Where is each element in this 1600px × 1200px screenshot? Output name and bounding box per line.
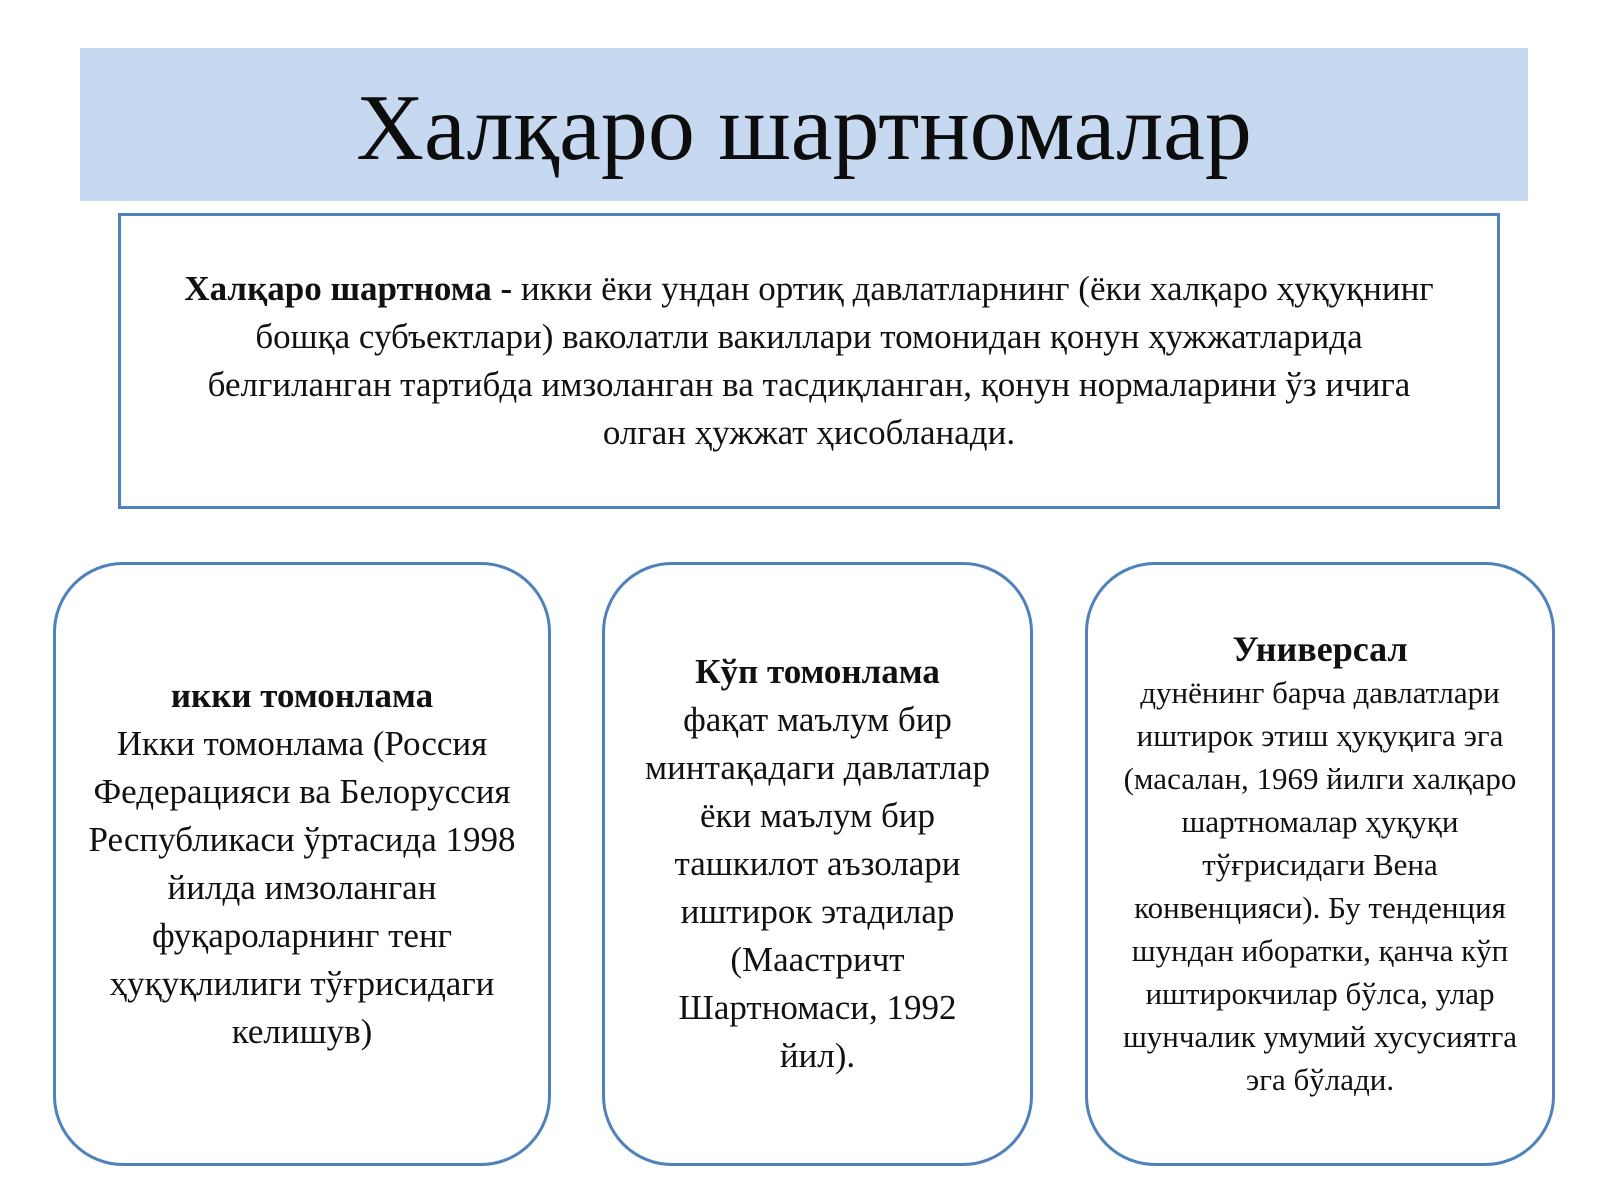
definition-term: Халқаро шартнома [184,269,492,308]
card-multilateral-body: фақат маълум бир минтақадаги давлатлар ёки маълум бир ташкилот аъзолари иштирок этадилар (Маастричт Шартномаси, 1992 йил). [644,700,990,1075]
definition-box [118,213,1500,509]
card-universal [1085,562,1555,1166]
card-bilateral-body: Икки томонлама (Россия Федерацияси ва Белоруссия Республикаси ўртасида 1998 йилда имзоланган фуқароларнинг тенг ҳуқуқлилиги тўғрисидаги келишув) [88,724,516,1051]
definition-dash: - [491,269,521,308]
card-universal-content [1120,628,1520,1101]
card-multilateral-heading: Кўп томонлама [695,652,940,691]
card-multilateral-content [638,648,998,1080]
card-bilateral-content [87,672,517,1056]
title-band [80,48,1528,201]
card-universal-heading: Универсал [1232,628,1408,669]
card-multilateral [602,562,1033,1166]
card-bilateral [53,562,551,1166]
definition-body: икки ёки ундан ортиқ давлатларнинг (ёки халқаро ҳуқуқнинг бошқа субъектлари) ваколатли вакиллари томонидан қонун ҳужжатларида белгиланган тартибда имзоланган ва тасдиқланган, қонун нормаларини ўз ичига олган ҳужжат ҳисобланади. [207,269,1434,452]
card-bilateral-heading: икки томонлама [170,676,434,715]
definition-text [169,265,1449,457]
slide-title: Халқаро шартномалар [356,75,1252,180]
card-universal-body: дунёнинг барча давлатлари иштирок этиш ҳуқуқига эга (масалан, 1969 йилги халқаро шартномалар ҳуқуқи тўғрисидаги Вена конвенцияси). Бу тенденция шундан иборатки, қанча кўп иштирокчилар бўлса, улар шунчалик умумий хусусиятга эга бўлади. [1122,674,1518,1097]
